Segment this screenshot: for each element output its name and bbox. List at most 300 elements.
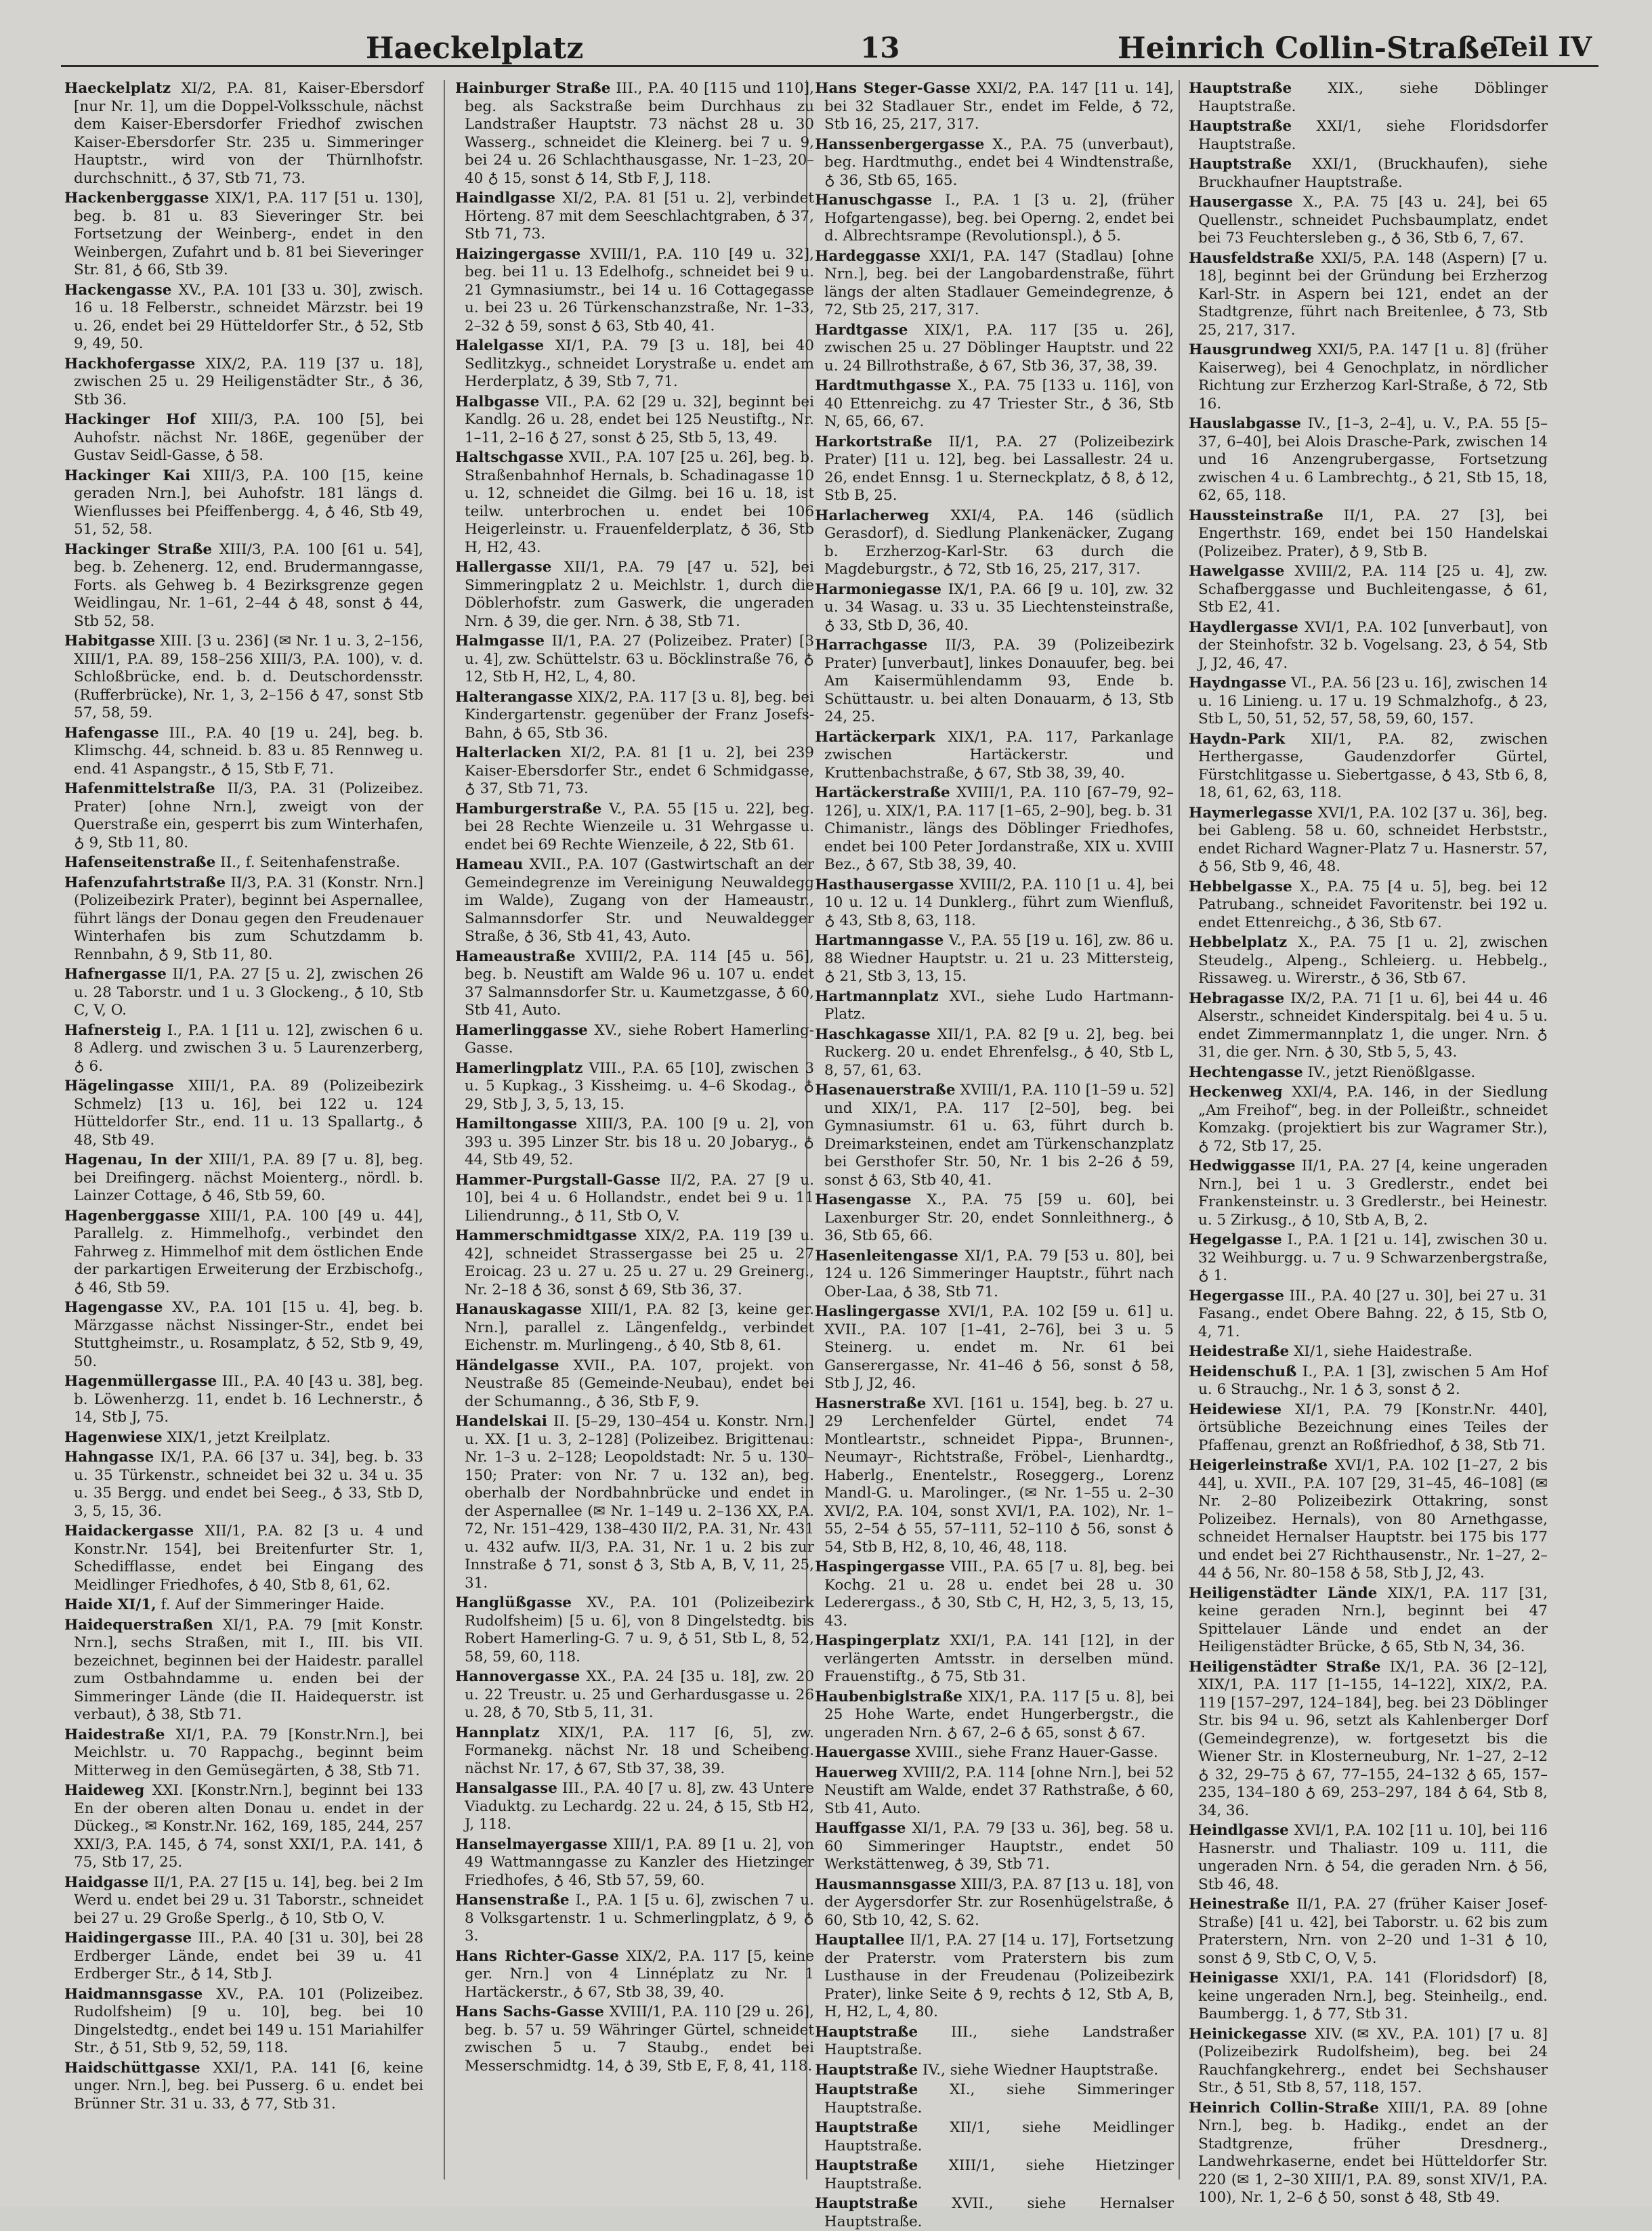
street-entry [815, 433, 1174, 505]
street-description: XVI., siehe Ludo Hartmann-Platz. [824, 987, 1174, 1023]
street-name: Hans Richter-Gasse [455, 1947, 619, 1965]
street-name: Haschkagasse [815, 1025, 931, 1043]
street-entry [815, 2157, 1174, 2193]
street-name: Hannovergasse [455, 1668, 580, 1685]
street-description: XIII/1, P.A. 89 [7 u. 8], beg. bei Dreifingerg. nächst Moienterg., nördl. b. Lainzer Cottage, ♁ 46, Stb 59, 60. [74, 1151, 423, 1204]
street-name: Halelgasse [455, 337, 545, 354]
street-entry [455, 689, 814, 743]
street-entry [1189, 878, 1548, 933]
street-entry [64, 1373, 423, 1427]
street-description: XVI/1, P.A. 102 [1–27, 2 bis 44], u. XVII., P.A. 107 [29, 31–45, 46–108] (✉ Nr. 2–80 Polizeibezirk Ottakring, sonst Polizeibez. Hernals), von 80 Arnethgasse, schneidet Hernalser Hauptstr. bei 175 bis 177 und endet bei 27 Richthausenstr., Nr. 1–27, 2–44 ♁ 56, Nr. 80–158 ♁ 58, Stb J, J2, 43. [1198, 1457, 1548, 1581]
street-name: Haspingergasse [815, 1558, 946, 1575]
street-entry [455, 856, 814, 946]
street-entry [815, 248, 1174, 320]
street-entry [455, 948, 814, 1020]
street-entry [1189, 415, 1548, 505]
street-entry [815, 1082, 1174, 1189]
street-entry [64, 1782, 423, 1872]
street-entry [64, 780, 423, 852]
street-description: XV., siehe Robert Hamerling-Gasse. [465, 1021, 814, 1057]
street-name: Hanssenbergergasse [815, 135, 985, 153]
street-description: XXI/1, P.A. 141 (Floridsdorf) [8, keine ungeraden Nrn.], beg. Steinheilg., end. Baumbergg. 1, ♁ 77, Stb 31. [1198, 1970, 1548, 2022]
street-description: XVII., P.A. 107, projekt. von Neustraße 85 (Gemeinde-Neubau), endet bei der Schumanng., ♁ 36, Stb F, 9. [465, 1357, 814, 1410]
street-entry [1189, 934, 1548, 988]
street-entry [815, 1876, 1174, 1930]
street-name: Hasengasse [815, 1191, 912, 1208]
street-entry [1189, 1084, 1548, 1155]
street-description: I., P.A. 1 [11 u. 12], zwischen 6 u. 8 Adlerg. und zwischen 3 u. 5 Laurenzerberg, ♁ 6. [74, 1021, 423, 1075]
street-entry [1189, 507, 1548, 561]
street-entry [815, 1248, 1174, 1302]
street-name: Hausergasse [1189, 194, 1293, 211]
street-entry [815, 1191, 1174, 1246]
street-name: Hasenauerstraße [815, 1082, 956, 1099]
street-description: II/1, P.A. 27 [3], bei Engerthstr. 169, endet bei 150 Handelskai (Polizeibez. Prater), ♁ 9, Stb B. [1198, 507, 1548, 560]
street-description: XIX/1, P.A. 117, Parkanlage zwischen Hartäckerstr. und Kruttenbachstraße, ♁ 67, Stb 38, 39, 40. [824, 728, 1174, 782]
street-description: XI/1, P.A. 79 [Konstr.Nr. 440], örtsübliche Bezeichnung eines Teiles der Pfaffenau, grenzt an Roßfriedhof, ♁ 38, Stb 71. [1198, 1401, 1548, 1454]
street-description: V., P.A. 55 [19 u. 16], zw. 86 u. 88 Wiedner Hauptstr. u. 21 u. 23 Mittersteig, ♁ 21, Stb 3, 13, 15. [824, 932, 1174, 985]
street-description: XI/1, P.A. 79 [3 u. 18], bei 40 Sedlitzkyg., schneidet Lorystraße u. endet am Herderplatz, ♁ 39, Stb 7, 71. [465, 337, 814, 390]
column-2 [455, 80, 814, 2186]
street-entry [455, 1668, 814, 1722]
street-entry [1189, 1401, 1548, 1456]
street-name: Hafnergasse [64, 966, 167, 983]
street-entry [1189, 1363, 1548, 1399]
street-description: XIII/1, P.A. 100 [49 u. 44], Parallelg. z. Himmelhofg., verbindet den Fahrweg z. Himmelhof mit dem östlichen Ende der parkartigen Erweiterung der Erzbischofg., ♁ 46, Stb 59. [74, 1207, 423, 1296]
street-name: Heiligenstädter Straße [1189, 1658, 1381, 1676]
street-name: Hardeggasse [815, 247, 921, 265]
street-name: Hegelgasse [1189, 1231, 1282, 1248]
street-entry [815, 932, 1174, 986]
street-description: XIII/3, P.A. 100 [5], bei Auhofstr. nächst Nr. 186E, gegenüber der Gustav Seidl-Gasse, ♁ 58. [74, 411, 423, 464]
street-name: Harlacherweg [815, 507, 929, 524]
street-description: II/1, P.A. 27 (früher Kaiser Josef-Straße) [41 u. 42], bei Taborstr. u. 62 bis zum Praterstern, Nrn. von 2–20 und 1–31 ♁ 10, sonst ♁ 9, Stb C, O, V, 5. [1198, 1896, 1548, 1967]
street-entry [815, 2195, 1174, 2231]
street-name: Hartmannplatz [815, 987, 939, 1005]
street-name: Hackinger Straße [64, 540, 213, 558]
street-name: Hanselmayergasse [455, 1835, 608, 1853]
street-description: III., P.A. 40 [43 u. 38], beg. b. Löwenherzg. 11, endet b. 16 Lechnerstr., ♁ 14, Stb J, 75. [74, 1373, 423, 1426]
street-entry [815, 1764, 1174, 1819]
street-entry [455, 1301, 814, 1355]
street-entry [455, 801, 814, 855]
street-name: Haymerlegasse [1189, 804, 1313, 822]
street-description: XVI/1, P.A. 102 [59 u. 61] u. XVII., P.A. 107 [1–41, 2–76], bei 3 u. 5 Steinerg. u. endet m. Nr. 61 bei Ganserergasse, Nr. 41–46 ♁ 56, sonst ♁ 58, Stb J, J2, 46. [824, 1303, 1174, 1392]
street-name: Hebbelgasse [1189, 878, 1292, 895]
street-name: Haussteinstraße [1189, 507, 1323, 524]
street-name: Hainburger Straße [455, 80, 611, 97]
street-description: VI., P.A. 56 [23 u. 16], zwischen 14 u. 16 Linieng. u. 17 u. 19 Schmalzhofg., ♁ 23, Stb L, 50, 51, 52, 57, 58, 59, 60, 157. [1198, 675, 1548, 727]
street-name: Heigerleinstraße [1189, 1457, 1328, 1474]
street-entry [1189, 156, 1548, 192]
street-entry [815, 729, 1174, 783]
street-description: XIII/3, P.A. 100 [61 u. 54], beg. b. Zehenerg. 12, end. Brudermanngasse, Forts. als Gehweg b. 4 Bezirksgrenze gegen Weidlingau, Nr. 1–61, 2–44 ♁ 48, sonst ♁ 44, Stb 52, 58. [74, 540, 423, 630]
street-name: Hegergasse [1189, 1287, 1284, 1304]
street-description: XIX/2, P.A. 117 [3 u. 8], beg. bei Kindergartenstr. gegenüber der Franz Josefs-Bahn, ♁ 65, Stb 36. [465, 688, 814, 742]
street-name: Hansenstraße [455, 1892, 570, 1909]
street-entry [1189, 80, 1548, 116]
street-description: XXI. [Konstr.Nrn.], beginnt bei 133 En der oberen alten Donau u. endet in der Dückeg., ✉ Konstr.Nr. 162, 169, 185, 244, 257 XXI/3, P.A. 145, ♁ 74, sonst XXI/1, P.A. 141, ♁ 75, Stb 17, 25. [74, 1782, 423, 1871]
street-description: IV., jetzt Rienößlgasse. [1302, 1063, 1476, 1081]
street-description: X., P.A. 75 (unverbaut), beg. Hardtmuthg., endet bei 4 Windtenstraße, ♁ 36, Stb 65, 165. [824, 135, 1174, 189]
street-entry [1189, 2026, 1548, 2098]
street-entry [815, 507, 1174, 579]
street-name: Hauptstraße [1189, 80, 1292, 97]
street-entry [815, 80, 1174, 134]
street-name: Heidewiese [1189, 1401, 1282, 1418]
street-description: II/1, P.A. 27 [14 u. 17], Fortsetzung der Praterstr. vom Praterstern bis zum Lusthause in der Freudenau (Polizeibezirk Prater), linke Seite ♁ 9, rechts ♁ 12, Stb A, B, H, H2, L, 4, 80. [824, 1932, 1174, 2020]
street-entry [815, 1744, 1174, 1762]
street-description: XIII/3, P.A. 100 [15, keine geraden Nrn.], bei Auhofstr. 181 längs d. Wienflusses bei Pfeiffenbergg. 4, ♁ 46, Stb 49, 51, 52, 58. [74, 467, 423, 538]
street-description: II. [5–29, 130–454 u. Konstr. Nrn.] u. XX. [1 u. 3, 2–128] (Polizeibez. Brigittenau: Nr. 1–3 u. 2–128; Leopoldstadt: Nr. 5 u. 130–150; Prater: von Nr. 7 u. 132 an), beg. oberhalb der Nordbahnbrücke und endet in der Aspernallee (✉ Nr. 1–149 u. 2–136 XX, P.A. 72, Nr. 151–429, 138–430 II/2, P.A. 31, Nr. 431 u. 432 aufw. II/3, P.A. 31, Nr. 1 u. 2 bis zur Innstraße ♁ 71, sonst ♁ 3, Stb A, B, V, 11, 25, 31. [465, 1413, 814, 1592]
street-name: Heinrich Collin-Straße [1189, 2099, 1379, 2117]
street-entry [455, 1413, 814, 1592]
street-description: XI., siehe Simmeringer Hauptstraße. [824, 2081, 1174, 2117]
street-name: Hägelingasse [64, 1078, 174, 1095]
street-name: Hauptstraße [1189, 156, 1292, 173]
street-name: Haide XI/1, [64, 1596, 156, 1613]
street-name: Hafnersteig [64, 1021, 162, 1039]
street-name: Hackhofergasse [64, 355, 196, 373]
street-name: Hausgrundweg [1189, 341, 1312, 358]
street-name: Haidschüttgasse [64, 2059, 200, 2077]
street-description: XVI/1, P.A. 102 [37 u. 36], beg. bei Gableng. 58 u. 60, schneidet Herbststr., endet Richard Wagner-Platz 7 u. Hasnerstr. 57, ♁ 56, Stb 9, 46, 48. [1198, 804, 1548, 875]
street-description: III., P.A. 40 [19 u. 24], beg. b. Klimschg. 44, schneid. b. 83 u. 85 Rennweg u. end. 41 Aspangstr., ♁ 15, Stb F, 71. [74, 724, 423, 778]
street-entry [1189, 250, 1548, 340]
street-description: XII/1, P.A. 82 [9 u. 2], beg. bei Ruckerg. 20 u. endet Ehrenfelsg., ♁ 40, Stb L, 8, 57, 61, 63. [824, 1025, 1174, 1079]
street-description: XIII/3, P.A. 87 [13 u. 18], von der Aygersdorfer Str. zur Rosenhügelstraße, ♁ 60, Stb 10, 42, S. 62. [824, 1875, 1174, 1929]
street-name: Hechtengasse [1189, 1063, 1303, 1081]
street-entry [815, 322, 1174, 376]
street-name: Harkortstraße [815, 433, 933, 450]
street-description: II/1, P.A. 27 [15 u. 14], beg. bei 2 Im Werd u. endet bei 29 u. 31 Taborstr., schneidet bei 27 u. 29 Große Sperlg., ♁ 10, Stb O, V. [74, 1873, 423, 1927]
street-name: Haubenbiglstraße [815, 1688, 962, 1705]
street-entry [64, 1151, 423, 1206]
street-name: Hauslabgasse [1189, 415, 1301, 432]
street-name: Halterangasse [455, 688, 573, 706]
street-name: Hafenzufahrtstraße [64, 874, 226, 891]
street-name: Halterlacken [455, 744, 562, 761]
street-name: Hagenwiese [64, 1428, 163, 1446]
street-description: VII., P.A. 62 [29 u. 32], beginnt bei Kandlg. 26 u. 28, endet bei 125 Neustiftg., Nr. 1–11, 2–16 ♁ 27, sonst ♁ 25, Stb 5, 13, 49. [465, 393, 814, 446]
street-name: Händelgasse [455, 1357, 559, 1374]
street-name: Hafengasse [64, 724, 159, 742]
street-name: Hardtmuthgasse [815, 377, 952, 394]
street-description: X., P.A. 75 [59 u. 60], bei Laxenburger Str. 20, endet Sonnleithnerg., ♁ 36, Stb 65, 66. [824, 1191, 1174, 1244]
street-description: XX., P.A. 24 [35 u. 18], zw. 20 u. 22 Treustr. u. 25 und Gerhardusgasse u. 26 u. 28, ♁ 70, Stb 5, 11, 31. [465, 1668, 814, 1721]
street-entry [455, 337, 814, 391]
street-entry [1189, 1659, 1548, 1821]
street-description: III., P.A. 40 [27 u. 30], bei 27 u. 31 Fasang., endet Obere Bahng. 22, ♁ 15, Stb O, 4, 71. [1198, 1287, 1548, 1340]
street-name: Hauptstraße [1189, 118, 1292, 135]
street-entry [64, 633, 423, 723]
street-entry [815, 1820, 1174, 1874]
street-name: Heinestraße [1189, 1896, 1290, 1913]
street-description: XVIII/1, P.A. 110 [29 u. 26], beg. b. 57 u. 59 Währinger Gürtel, schneidet zwischen 5 u. 7 Staubg., endet bei Messerschmidtg. 14, ♁ 39, Stb E, F, 8, 41, 118. [465, 2003, 814, 2075]
street-name: Heidenschuß [1189, 1363, 1297, 1380]
street-entry [455, 1724, 814, 1779]
street-entry [64, 356, 423, 410]
street-name: Hartäckerstraße [815, 784, 950, 801]
street-description: II., f. Seitenhafenstraße. [215, 854, 400, 871]
street-name: Hagenmüllergasse [64, 1373, 217, 1390]
street-entry [64, 282, 423, 354]
street-name: Haidgasse [64, 1873, 149, 1891]
street-entry [1189, 1896, 1548, 1968]
street-entry [1189, 341, 1548, 413]
street-entry [1189, 619, 1548, 673]
street-name: Halbgasse [455, 393, 540, 410]
street-entry [455, 744, 814, 799]
street-entry [455, 1892, 814, 1946]
street-entry [455, 1948, 814, 2002]
header-right-keyword: Heinrich Collin-Straße [1118, 31, 1499, 66]
street-name: Haindlgasse [455, 190, 556, 207]
street-description: XII/1, P.A. 82, zwischen Herthergasse, Gaudenzdorfer Gürtel, Fürstchlitgasse u. Siebertgasse, ♁ 43, Stb 6, 8, 18, 61, 62, 63, 118. [1198, 730, 1548, 801]
street-name: Hackenberggasse [64, 190, 209, 207]
street-description: XXI/1, P.A. 141 [6, keine unger. Nrn.], beg. bei Pusserg. 6 u. endet bei Brünner Str. 31 u. 33, ♁ 77, Stb 31. [74, 2059, 423, 2112]
street-name: Hamerlingplatz [455, 1059, 583, 1077]
street-entry [455, 394, 814, 448]
street-entry [64, 1523, 423, 1594]
street-entry [815, 2081, 1174, 2117]
street-description: XIII/1, P.A. 82 [3, keine ger. Nrn.], parallel z. Längenfeldg., verbindet Eichenstr. m. Murlingeng., ♁ 40, Stb 8, 61. [465, 1301, 814, 1354]
street-name: Haslingergasse [815, 1303, 941, 1320]
street-name: Haeckelplatz [64, 80, 171, 97]
street-name: Hamiltongasse [455, 1116, 578, 1132]
street-description: X., P.A. 75 [1 u. 2], zwischen Steudelg., Alpeng., Schleierg. u. Hebbelg., Rissaweg. u. Wirerstr., ♁ 36, Stb 67. [1198, 934, 1548, 987]
street-name: Heinigasse [1189, 1970, 1279, 1986]
street-entry [815, 2119, 1174, 2155]
street-entry [455, 1780, 814, 1834]
street-name: Hallergasse [455, 559, 552, 576]
street-description: XIX/1, P.A. 117 [6, 5], zw. Formanekg. nächst Nr. 18 und Scheibeng. nächst Nr. 17, ♁ 67, Stb 37, 38, 39. [465, 1724, 814, 1777]
street-name: Hameau [455, 856, 524, 873]
street-entry [64, 966, 423, 1020]
street-description: XVI/1, P.A. 102 [unverbaut], von der Steinhofstr. 32 b. Vogelsang. 23, ♁ 54, Stb J, J2, 46, 47. [1198, 618, 1548, 672]
street-entry [64, 80, 423, 188]
street-name: Hagenau, In der [64, 1151, 203, 1168]
street-description: XII/1, siehe Meidlinger Hauptstraße. [824, 2119, 1174, 2154]
street-entry [64, 1874, 423, 1928]
street-entry [1189, 1231, 1548, 1286]
street-description: IX/1, P.A. 66 [37 u. 34], beg. b. 33 u. 35 Türkenstr., schneidet bei 32 u. 34 u. 35 u. 35 Bergg. und endet bei Seeg., ♁ 33, Stb D, 3, 5, 15, 36. [74, 1449, 423, 1520]
street-entry [815, 2062, 1174, 2080]
header-part: Teil IV [1494, 31, 1592, 63]
street-entry [1189, 1288, 1548, 1342]
street-entry [455, 1836, 814, 1890]
street-description: XV., P.A. 101 [33 u. 30], zwisch. 16 u. 18 Felberstr., schneidet Märzstr. bei 19 u. 26, endet bei 29 Hütteldorfer Str., ♁ 52, Stb 9, 49, 50. [74, 281, 423, 352]
street-name: Hamburgerstraße [455, 800, 602, 817]
street-description: f. Auf der Simmeringer Haide. [156, 1596, 385, 1613]
street-entry [455, 2003, 814, 2075]
street-description: III., P.A. 40 [31 u. 30], bei 28 Erdberger Lände, endet bei 39 u. 41 Erdberger Str., ♁ 14, Stb J. [74, 1930, 423, 1982]
street-description: II/3, P.A. 39 (Polizeibezirk Prater) [unverbaut], linkes Donauufer, beg. bei Am Kaisermühlendamm 93, Ende b. Schüttaustr. u. bei alten Donauarm, ♁ 13, Stb 24, 25. [824, 637, 1174, 725]
street-entry [1189, 194, 1548, 248]
street-description: II/3, P.A. 31 (Konstr. Nrn.] (Polizeibezirk Prater), beginnt bei Aspernallee, führt längs der Donau gegen den Freudenauer Winterhafen bis zum Schutzdamm b. Rennbahn, ♁ 9, Stb 11, 80. [74, 874, 423, 963]
street-name: Heiligenstädter Lände [1189, 1584, 1378, 1602]
street-description: IV., [1–3, 2–4], u. V., P.A. 55 [5–37, 6–40], bei Alois Drasche-Park, zwischen 14 und 16 Anzengrubergasse, Fortsetzung zwischen 4 u. 6 Lambrechtg., ♁ 21, Stb 15, 18, 62, 65, 118. [1198, 415, 1548, 504]
street-entry [815, 581, 1174, 635]
street-entry [815, 2024, 1174, 2060]
street-entry [455, 1060, 814, 1114]
street-entry [455, 633, 814, 687]
street-description: III., P.A. 40 [7 u. 8], zw. 43 Untere Viaduktg. zu Lechardg. 22 u. 24, ♁ 15, Stb H2, J, 118. [465, 1780, 814, 1833]
street-entry [455, 80, 814, 188]
street-name: Harmoniegasse [815, 580, 941, 598]
street-name: Haideweg [64, 1782, 145, 1799]
street-entry [64, 411, 423, 465]
street-name: Hammer-Purgstall-Gasse [455, 1171, 661, 1189]
street-entry [1189, 1064, 1548, 1082]
street-name: Hauergasse [815, 1744, 911, 1761]
street-entry [64, 874, 423, 964]
street-name: Hebragasse [1189, 990, 1285, 1007]
street-name: Hagengasse [64, 1299, 163, 1316]
street-name: Haidequerstraßen [64, 1616, 213, 1634]
street-entry [1189, 1822, 1548, 1894]
street-name: Hannplatz [455, 1724, 540, 1741]
street-name: Habitgasse [64, 633, 156, 650]
street-entry [1189, 1343, 1548, 1361]
street-description: X., P.A. 75 [4 u. 5], beg. bei 12 Patrubang., schneidet Favoritenstr. bei 192 u. endet Ettenreichg., ♁ 36, Stb 67. [1198, 878, 1548, 931]
street-name: Hartmanngasse [815, 932, 944, 949]
street-description: VIII., P.A. 65 [7 u. 8], beg. bei Kochg. 21 u. 28 u. endet bei 28 u. 30 Lederergass., ♁ 30, Stb C, H, H2, 3, 5, 13, 15, 43. [824, 1558, 1174, 1630]
street-description: XXI/1, siehe Floridsdorfer Hauptstraße. [1198, 118, 1548, 153]
street-entry [815, 637, 1174, 727]
street-entry [1189, 1970, 1548, 2024]
street-description: IX/1, P.A. 36 [2–12], XIX/1, P.A. 117 [1–155, 14–122], XIX/2, P.A. 119 [157–297, 124–184], beg. bei 23 Döblinger Str. bis 94 u. 96, setzt als Kahlenberger Dorf (Gemeindegrenze), w. fortgesetzt bis die Wiener Str. in Klosterneuburg, Nr. 1–27, 2–12 ♁ 32, 29–75 ♁ 67, 77–155, 24–132 ♁ 65, 157–235, 134–180 ♁ 69, 253–297, 184 ♁ 64, Stb 8, 34, 36. [1198, 1658, 1548, 1819]
street-name: Haspingerplatz [815, 1632, 940, 1649]
street-entry [64, 1986, 423, 2058]
street-description: XVI/1, P.A. 102 [11 u. 10], bei 116 Hasnerstr. und Thaliastr. 109 u. 111, die ungeraden Nrn. ♁ 54, die geraden Nrn. ♁ 56, Stb 46, 48. [1198, 1822, 1548, 1893]
street-description: XV., P.A. 101 [15 u. 4], beg. b. Märzgasse nächst Nissinger-Str., endet bei Stuttgheimstr., u. Rosamplatz, ♁ 52, Stb 9, 49, 50. [74, 1299, 423, 1370]
street-entry [64, 1617, 423, 1724]
street-entry [64, 190, 423, 280]
street-description: XXI/1, P.A. 141 [12], in der verlängerten Amtsstr. in derselben münd. Frauenstiftg., ♁ 75, Stb 31. [824, 1632, 1174, 1685]
street-name: Hauptstraße [815, 2195, 918, 2212]
street-entry [815, 192, 1174, 246]
street-description: III., P.A. 40 [115 und 110], beg. als Sackstraße beim Durchhaus zu Landstraßer Hauptstr. 73 nächst 28 u. 30 Wasserg., schneidet die Kleinerg. bei 7 u. 9, bei 24 u. 26 Schlachthausgasse, Nr. 1–23, 20–40 ♁ 15, sonst ♁ 14, Stb F, J, 118. [465, 80, 814, 187]
street-name: Haidingergasse [64, 1930, 192, 1947]
street-name: Haidackergasse [64, 1523, 194, 1539]
street-entry [64, 1930, 423, 1984]
street-description: I., P.A. 1 [5 u. 6], zwischen 7 u. 8 Volksgartenstr. 1 u. Schmerlingplatz, ♁ 9, ♁ 3. [465, 1892, 814, 1945]
street-entry [64, 1022, 423, 1076]
street-description: XVII., P.A. 107 [25 u. 26], beg. b. Straßenbahnhof Hernals, b. Schadinagasse 10 u. 12, schneidet die Gilmg. bei 16 u. 18, ist teilw. unterbrochen u. endet bei 106 Heigerleinstr. u. Frauenfelderplatz, ♁ 36, Stb H, H2, 43. [465, 449, 814, 556]
header-left-keyword: Haeckelplatz [366, 31, 584, 66]
street-description: III., siehe Landstraßer Hauptstraße. [824, 2023, 1174, 2058]
street-entry [64, 1449, 423, 1521]
street-name: Hauptstraße [815, 2119, 918, 2136]
street-entry [815, 1932, 1174, 2022]
street-name: Hagenberggasse [64, 1207, 200, 1225]
street-description: XVIII/1, P.A. 110 [67–79, 92–126], u. XIX/1, P.A. 117 [1–65, 2–90], beg. b. 31 Chimanistr., längs des Döblinger Friedhofes, endet bei 100 Peter Jordanstraße, XIX u. XVIII Bez., ♁ 67, Stb 38, 39, 40. [824, 784, 1174, 873]
street-description: II/2, P.A. 27 [9 u. 10], bei 4 u. 6 Hollandstr., endet bei 9 u. 11 Liliendrunng., ♁ 11, Stb O, V. [465, 1171, 814, 1225]
street-description: XXI/2, P.A. 147 [11 u. 14], bei 32 Stadlauer Str., endet im Felde, ♁ 72, Stb 16, 25, 217, 317. [824, 80, 1174, 133]
street-description: XI/1, P.A. 79 [33 u. 36], beg. 58 u. 60 Simmeringer Hauptstr., endet 50 Werkstättenweg, ♁ 39, Stb 71. [824, 1820, 1174, 1873]
street-description: II/1, P.A. 27 [4, keine ungeraden Nrn.], bei 1 u. 3 Gredlerstr., endet bei Frankensteinstr. u. 3 Gredlerstr., bei Heinestr. u. 5 Zirkusg., ♁ 10, Stb A, B, 2. [1198, 1157, 1548, 1229]
street-entry [815, 1303, 1174, 1393]
street-description: XVIII., siehe Franz Hauer-Gasse. [910, 1744, 1158, 1761]
street-description: II/1, P.A. 27 (Polizeibez. Prater) [3 u. 4], zw. Schüttelstr. 63 u. Böcklinstraße 76, ♁ 12, Stb H, H2, L, 4, 80. [465, 633, 814, 685]
street-description: XIII/1, P.A. 89 [1 u. 2], von 49 Wattmanngasse zu Kanzler des Hietzinger Friedhofes, ♁ 46, Stb 57, 59, 60. [465, 1835, 814, 1889]
street-description: XIII. [3 u. 236] (✉ Nr. 1 u. 3, 2–156, XIII/1, P.A. 89, 158–256 XIII/3, P.A. 100), v. d. Schloßbrücke, end. b. d. Deutschordensstr. (Rufferbrücke), Nr. 1, 3, 2–156 ♁ 47, sonst Stb 57, 58, 59. [74, 633, 423, 721]
street-description: XII/1, P.A. 82 [3 u. 4 und Konstr.Nr. 154], bei Breitenfurter Str. 1, Schedifflasse, endet bei Eingang des Meidlinger Friedhofes, ♁ 40, Stb 8, 61, 62. [74, 1523, 423, 1594]
street-name: Hanglüßgasse [455, 1594, 572, 1611]
street-entry [1189, 675, 1548, 729]
street-name: Haidmannsgasse [64, 1985, 203, 2003]
street-description: XIX/1, P.A. 117 [31, keine geraden Nrn.], beginnt bei 47 Spittelauer Lände und endet an der Heiligenstädter Brücke, ♁ 65, Stb N, 34, 36. [1198, 1584, 1548, 1655]
street-description: XI/2, P.A. 81, Kaiser-Ebersdorf [nur Nr. 1], um die Doppel-Volksschule, nächst dem Kaiser-Ebersdorfer Friedhof zwischen Kaiser-Ebersdorfer Str. 235 u. Simmeringer Hauptstr., wird von der Thürnlhofstr. durchschnitt., ♁ 37, Stb 71, 73. [74, 80, 423, 187]
street-description: X., P.A. 75 [43 u. 24], bei 65 Quellenstr., schneidet Puchsbaumplatz, endet bei 73 Feuchtersleben g., ♁ 36, Stb 6, 7, 67. [1198, 194, 1548, 247]
street-entry [455, 1227, 814, 1299]
street-description: XV., P.A. 101 (Polizeibezirk Rudolfsheim) [5 u. 6], von 8 Dingelstedtg. bis Robert Hamerling-G. 7 u. 9, ♁ 51, Stb L, 8, 52, 58, 59, 60, 118. [465, 1594, 814, 1665]
street-name: Harrachgasse [815, 637, 928, 654]
street-name: Hamerlinggasse [455, 1021, 588, 1039]
street-name: Hardtgasse [815, 321, 908, 339]
street-description: I., P.A. 1 [3 u. 2], (früher Hofgartengasse), beg. bei Operng. 2, endet bei d. Albrechtsrampe (Revolutionspl.), ♁ 5. [824, 192, 1174, 245]
street-description: XIX/2, P.A. 117 [5, keine ger. Nrn.] von 4 Linnéplatz zu Nr. 1 Hartäckerstr., ♁ 67, Stb 38, 39, 40. [465, 1947, 815, 2001]
street-description: XVIII/1, P.A. 110 [49 u. 32], beg. bei 11 u. 13 Edelhofg., schneidet bei 9 u. 21 Gymnasiumstr., bei 14 u. 16 Cottagegasse u. bei 23 u. 26 Türkenschanzstraße, Nr. 1–33, 2–32 ♁ 59, sonst ♁ 63, Stb 40, 41. [465, 245, 814, 335]
street-description: XIX/2, P.A. 119 [37 u. 18], zwischen 25 u. 29 Heiligenstädter Str., ♁ 36, Stb 36. [74, 355, 423, 408]
street-entry [64, 725, 423, 779]
street-description: XIX/1, P.A. 117 [5 u. 8], bei 25 Hohe Warte, endet Hungerbergstr., die ungeraden Nrn. ♁ 67, 2–6 ♁ 65, sonst ♁ 67. [824, 1688, 1174, 1741]
street-description: XVII., P.A. 107 (Gastwirtschaft an der Gemeindegrenze im Vereinigung Neuwaldegg im Walde), Zugang von der Hameaustr., Salmannsdorfer Str. und Neuwaldegger Straße, ♁ 36, Stb 41, 43, Auto. [465, 856, 814, 945]
street-name: Hauptstraße [815, 2061, 918, 2079]
street-name: Hasenleitengasse [815, 1247, 958, 1265]
street-name: Hammerschmidtgasse [455, 1227, 637, 1244]
street-name: Hartäckerpark [815, 728, 935, 746]
street-description: XIX/2, P.A. 119 [39 u. 42], schneidet Strassergasse bei 25 u. 27 Eroicag. 23 u. 27 u. 25 u. 27 u. 29 Greinerg., Nr. 2–18 ♁ 36, sonst ♁ 69, Stb 36, 37. [465, 1227, 814, 1298]
street-entry [815, 1026, 1174, 1080]
street-name: Haydlergasse [1189, 618, 1298, 636]
street-description: XXI/4, P.A. 146 (südlich Gerasdorf), d. Siedlung Plankenäcker, Zugang b. Erzherzog-Karl-Str. 63 durch die Magdeburgstr., ♁ 72, Stb 16, 25, 217, 317. [824, 507, 1174, 578]
street-name: Hebbelplatz [1189, 934, 1288, 951]
street-entry [1189, 1585, 1548, 1657]
street-description: XI/2, P.A. 81 [1 u. 2], bei 239 Kaiser-Ebersdorfer Str., endet 6 Schmidgasse, ♁ 37, Stb 71, 73. [465, 744, 814, 797]
street-entry [64, 2060, 423, 2114]
street-description: IV., siehe Wiedner Hauptstraße. [918, 2061, 1159, 2079]
street-name: Halmgasse [455, 633, 545, 650]
street-description: XI/1, siehe Haidestraße. [1289, 1343, 1473, 1360]
column-1 [64, 80, 423, 2186]
street-description: XXI/1, P.A. 147 (Stadlau) [ohne Nrn.], beg. bei der Langobardenstraße, führt längs der alten Stadlauer Gemeindegrenze, ♁ 72, Stb 25, 217, 317. [824, 247, 1174, 318]
street-description: XXI/4, P.A. 146, in der Siedlung „Am Freihof“, beg. in der Polleißtr., schneidet Komzakg. (projektiert bis zur Wagramer Str.), ♁ 72, Stb 17, 25. [1198, 1084, 1548, 1155]
street-name: Hackengasse [64, 281, 172, 299]
street-name: Hanauskagasse [455, 1301, 583, 1318]
street-description: XVIII/2, P.A. 114 [ohne Nrn.], bei 52 Neustift am Walde, endet 37 Rathstraße, ♁ 60, Stb 41, Auto. [824, 1764, 1174, 1817]
street-description: II/1, P.A. 27 [5 u. 2], zwischen 26 u. 28 Taborstr. und 1 u. 3 Glockeng., ♁ 10, Stb C, V, O. [74, 966, 423, 1019]
street-name: Hauptallee [815, 1932, 905, 1949]
street-name: Heindlgasse [1189, 1822, 1289, 1839]
street-entry [1189, 731, 1548, 803]
street-entry [815, 1395, 1174, 1557]
street-name: Hasnerstraße [815, 1395, 927, 1412]
street-entry [815, 784, 1174, 874]
street-description: XVIII/2, P.A. 114 [25 u. 4], zw. Schafberggasse und Buchleitengasse, ♁ 61, Stb E2, 41. [1198, 563, 1548, 616]
street-description: XXI/5, P.A. 148 (Aspern) [7 u. 18], beginnt bei der Gründung bei Erzherzog Karl-Str. in Aspern bei 121, endet an der Stadtgrenze, führt nach Breitenlee, ♁ 73, Stb 25, 217, 317. [1198, 249, 1548, 339]
street-entry [64, 1299, 423, 1371]
street-description: XVIII/1, P.A. 110 [1–59 u. 52] und XIX/1, P.A. 117 [2–50], beg. bei Gymnasiumstr. 61 u. 63, führt durch b. Dreimarksteinen, endet am Türkenschanzplatz bei Gersthofer Str. 50, Nr. 1 bis 2–26 ♁ 59, sonst ♁ 63, Stb 40, 41. [824, 1082, 1174, 1189]
street-entry [455, 1594, 814, 1666]
street-name: Haydngasse [1189, 675, 1287, 692]
street-description: II/3, P.A. 31 (Polizeibez. Prater) [ohne Nrn.], zweigt von der Querstraße ein, gesperrt bis zum Winterhafen, ♁ 9, Stb 11, 80. [74, 780, 423, 851]
street-name: Hauerweg [815, 1764, 898, 1781]
street-name: Heidestraße [1189, 1343, 1290, 1360]
street-name: Hackinger Kai [64, 467, 191, 484]
street-name: Hafenmittelstraße [64, 780, 215, 797]
